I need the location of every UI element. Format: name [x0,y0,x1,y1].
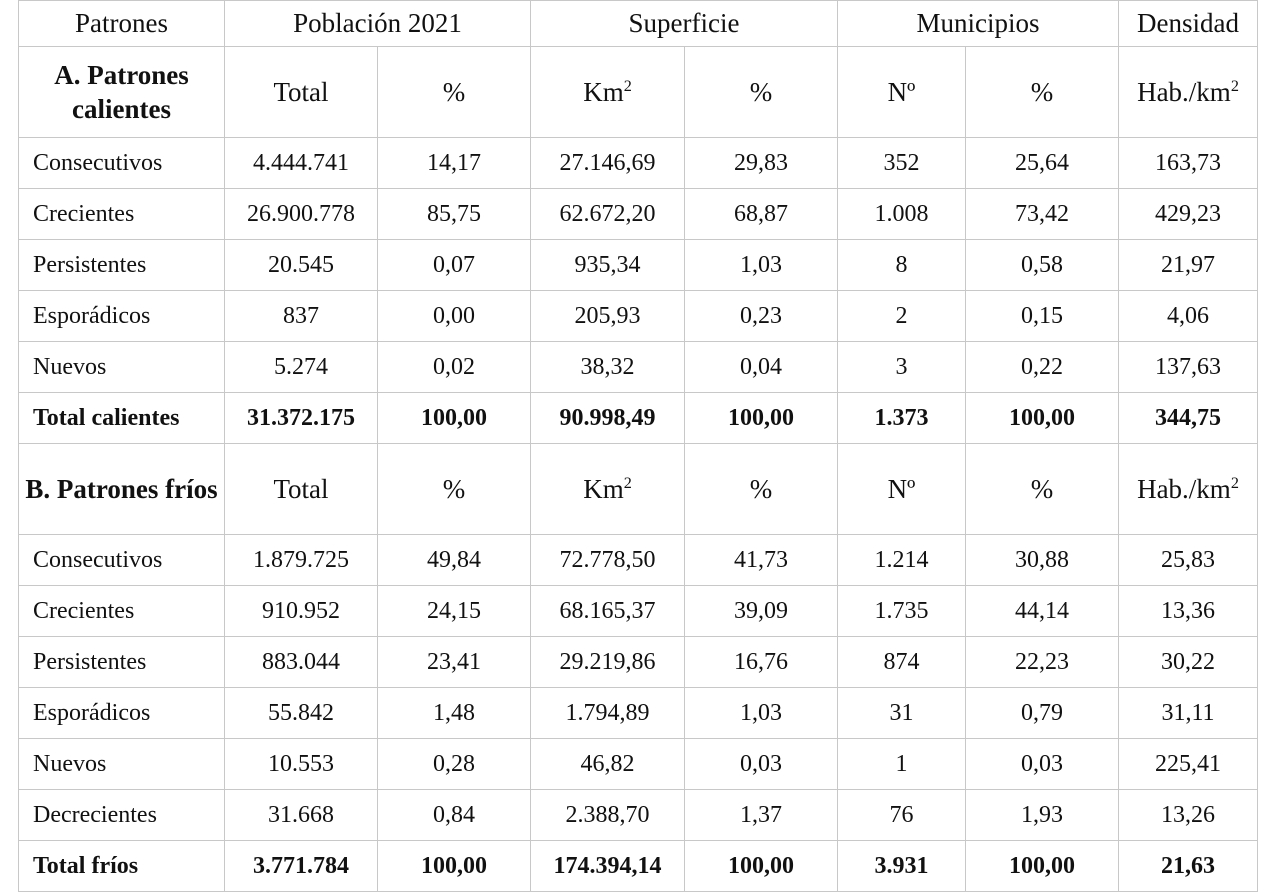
table-cell: 22,23 [966,637,1119,688]
table-cell: 29.219,86 [531,637,685,688]
table-cell: 4,06 [1119,291,1258,342]
table-row [19,342,1258,393]
table-row [19,535,1258,586]
table-cell: 14,17 [378,138,531,189]
table-cell: 24,15 [378,586,531,637]
row-label: Consecutivos [19,535,225,586]
subhead-pct-text: % [1030,76,1054,107]
table-cell: 1 [838,739,966,790]
total-cell: 1.373 [838,393,966,444]
table-cell: 0,07 [378,240,531,291]
table-cell: 1,03 [685,688,838,739]
subhead-num-text: Nº [887,76,916,107]
table-cell: 38,32 [531,342,685,393]
table-cell: 1,03 [685,240,838,291]
table-cell: 205,93 [531,291,685,342]
total-cell: 100,00 [378,393,531,444]
header-poblacion: Población 2021 [225,1,531,47]
table-cell: 137,63 [1119,342,1258,393]
table-cell: 0,04 [685,342,838,393]
row-label: Nuevos [19,739,225,790]
table-cell: 883.044 [225,637,378,688]
table-cell: 27.146,69 [531,138,685,189]
table-row [19,240,1258,291]
table-cell: 13,26 [1119,790,1258,841]
table-cell: 29,83 [685,138,838,189]
subhead-density-text: Hab./km [1137,76,1231,107]
table-cell: 1.794,89 [531,688,685,739]
section_a-header-row [19,47,1258,138]
subhead-density [1119,444,1258,535]
header-patrones: Patrones [19,1,225,47]
table-cell: 76 [838,790,966,841]
table-cell: 4.444.741 [225,138,378,189]
table-cell: 935,34 [531,240,685,291]
table-cell: 0,28 [378,739,531,790]
table-cell: 13,36 [1119,586,1258,637]
total-label: Total fríos [19,841,225,892]
table-cell: 31.668 [225,790,378,841]
table-cell: 0,00 [378,291,531,342]
subhead-num [838,47,966,138]
total-cell: 90.998,49 [531,393,685,444]
subhead-pct [378,47,531,138]
subhead-km2 [531,444,685,535]
table-cell: 3 [838,342,966,393]
table-cell: 874 [838,637,966,688]
subhead-pct-text: % [1030,473,1054,504]
table-cell: 49,84 [378,535,531,586]
total-cell: 100,00 [685,393,838,444]
total-cell: 100,00 [685,841,838,892]
table-row [19,138,1258,189]
subhead-km2 [531,47,685,138]
table-cell: 85,75 [378,189,531,240]
subhead-pct [966,444,1119,535]
total-label: Total calientes [19,393,225,444]
table-cell: 62.672,20 [531,189,685,240]
row-label: Crecientes [19,586,225,637]
table-cell: 21,97 [1119,240,1258,291]
row-label: Decrecientes [19,790,225,841]
superscript-two: 2 [623,473,632,492]
table-cell: 8 [838,240,966,291]
table-cell: 68.165,37 [531,586,685,637]
row-label: Crecientes [19,189,225,240]
subhead-pct-text: % [442,76,466,107]
table-cell: 163,73 [1119,138,1258,189]
table-cell: 225,41 [1119,739,1258,790]
table-cell: 0,02 [378,342,531,393]
table-cell: 429,23 [1119,189,1258,240]
table-cell: 23,41 [378,637,531,688]
total-cell: 31.372.175 [225,393,378,444]
row-label: Esporádicos [19,688,225,739]
table-cell: 1,37 [685,790,838,841]
table-cell: 31 [838,688,966,739]
table-cell: 10.553 [225,739,378,790]
table-cell: 0,79 [966,688,1119,739]
subhead-density-text: Hab./km [1137,473,1231,504]
table-row [19,739,1258,790]
subhead-pct [685,47,838,138]
table-cell: 25,64 [966,138,1119,189]
header-row [19,1,1258,47]
table-cell: 46,82 [531,739,685,790]
total-cell: 100,00 [966,393,1119,444]
row-label: Nuevos [19,342,225,393]
table-cell: 25,83 [1119,535,1258,586]
table-cell: 1.735 [838,586,966,637]
table-row [19,790,1258,841]
total-row [19,841,1258,892]
total-cell: 3.771.784 [225,841,378,892]
table-cell: 0,22 [966,342,1119,393]
header-densidad: Densidad [1119,1,1258,47]
subhead-pct-text: % [442,473,466,504]
table-cell: 0,58 [966,240,1119,291]
table-cell: 0,03 [966,739,1119,790]
table-cell: 26.900.778 [225,189,378,240]
table-row [19,637,1258,688]
table-cell: 0,23 [685,291,838,342]
subhead-total [225,47,378,138]
table-row [19,189,1258,240]
table-cell: 41,73 [685,535,838,586]
header-superficie: Superficie [531,1,838,47]
table-row [19,291,1258,342]
table-cell: 910.952 [225,586,378,637]
table-cell: 0,15 [966,291,1119,342]
subhead-pct [966,47,1119,138]
subhead-pct-text: % [749,473,773,504]
table-cell: 1,48 [378,688,531,739]
subhead-pct [685,444,838,535]
subhead-pct [378,444,531,535]
subhead-density [1119,47,1258,138]
table-row [19,586,1258,637]
subhead-km2-text: Km [583,473,624,504]
row-label: Persistentes [19,637,225,688]
table-cell: 0,03 [685,739,838,790]
subhead-pct-text: % [749,76,773,107]
table-cell: 68,87 [685,189,838,240]
total-cell: 174.394,14 [531,841,685,892]
subhead-km2-text: Km [583,76,624,107]
subhead-num-text: Nº [887,473,916,504]
section_b-header-row [19,444,1258,535]
subhead-total-text: Total [273,473,329,504]
table-cell: 1.008 [838,189,966,240]
table-row [19,688,1258,739]
row-label: Consecutivos [19,138,225,189]
row-label: Esporádicos [19,291,225,342]
header-municipios: Municipios [838,1,1119,47]
table-cell: 2 [838,291,966,342]
section-title: B. Patrones fríos [19,444,225,535]
table-cell: 31,11 [1119,688,1258,739]
superscript-two: 2 [1230,76,1239,95]
total-cell: 344,75 [1119,393,1258,444]
table-cell: 837 [225,291,378,342]
data-table [18,0,1258,892]
table-cell: 1,93 [966,790,1119,841]
total-cell: 100,00 [378,841,531,892]
table-cell: 55.842 [225,688,378,739]
table-cell: 44,14 [966,586,1119,637]
table-cell: 39,09 [685,586,838,637]
subhead-total [225,444,378,535]
table-cell: 352 [838,138,966,189]
table-cell: 72.778,50 [531,535,685,586]
total-row [19,393,1258,444]
subhead-total-text: Total [273,76,329,107]
table-cell: 20.545 [225,240,378,291]
superscript-two: 2 [1230,473,1239,492]
section-title: A. Patrones calientes [19,47,225,138]
superscript-two: 2 [623,76,632,95]
table-cell: 30,88 [966,535,1119,586]
table-cell: 73,42 [966,189,1119,240]
subhead-num [838,444,966,535]
total-cell: 21,63 [1119,841,1258,892]
table-cell: 30,22 [1119,637,1258,688]
table-cell: 16,76 [685,637,838,688]
table-cell: 5.274 [225,342,378,393]
table-cell: 2.388,70 [531,790,685,841]
table-cell: 0,84 [378,790,531,841]
total-cell: 3.931 [838,841,966,892]
table-cell: 1.879.725 [225,535,378,586]
row-label: Persistentes [19,240,225,291]
total-cell: 100,00 [966,841,1119,892]
table-cell: 1.214 [838,535,966,586]
